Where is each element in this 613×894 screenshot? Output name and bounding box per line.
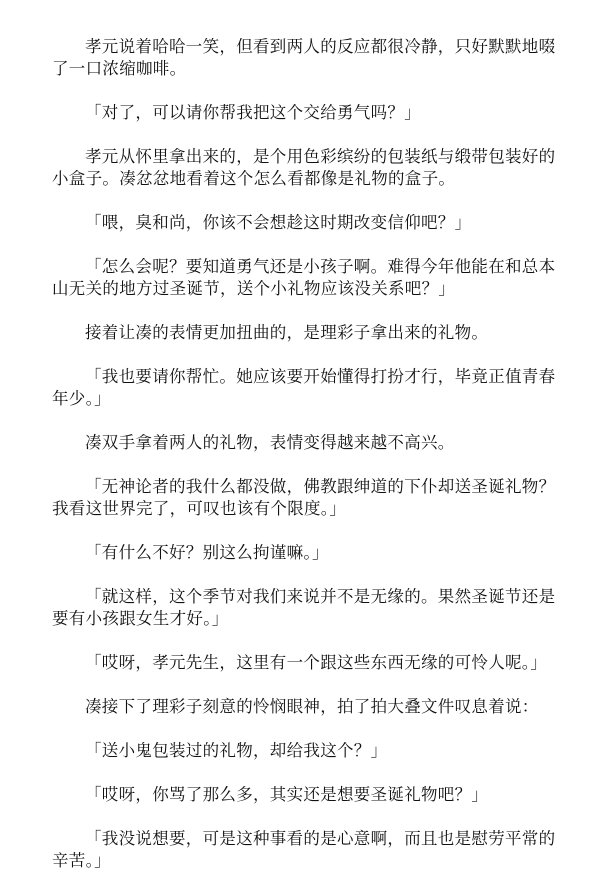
paragraph: 「哎呀，你骂了那么多，其实还是想要圣诞礼物吧？」 [85, 785, 489, 804]
paragraph: 孝元从怀里拿出来的，是个用色彩缤纷的包装纸与缎带包装好的小盒子。凑忿忿地看着这个怎么看都像是礼物的盒子。 [52, 147, 556, 188]
paragraph: 「无神论者的我什么都没做，佛教跟绅道的下仆却送圣诞礼物？我看这世界完了，可叹也该有个限度。」 [52, 477, 556, 518]
paragraph: 凑双手拿着两人的礼物，表情变得越来越不高兴。 [85, 433, 455, 452]
paragraph: 「喂，臭和尚，你该不会想趁这时期改变信仰吧？」 [85, 213, 472, 232]
paragraph: 「就这样，这个季节对我们来说并不是无缘的。果然圣诞节还是要有小孩跟女生才好。」 [52, 587, 556, 628]
novel-page [52, 36, 562, 894]
paragraph: 接着让凑的表情更加扭曲的，是理彩子拿出来的礼物。 [85, 323, 489, 342]
paragraph: 凑接下了理彩子刻意的怜悯眼神，拍了拍大叠文件叹息着说： [85, 697, 539, 716]
paragraph: 「送小鬼包装过的礼物，却给我这个？」 [85, 741, 388, 760]
paragraph: 「我也要请你帮忙。她应该要开始懂得打扮才行，毕竟正值青春年少。」 [52, 367, 556, 408]
paragraph: 孝元说着哈哈一笑，但看到两人的反应都很冷静，只好默默地啜了一口浓缩咖啡。 [52, 37, 556, 78]
paragraph: 「我没说想要，可是这种事看的是心意啊，而且也是慰劳平常的辛苦。」 [52, 829, 556, 870]
paragraph: 「哎呀，孝元先生，这里有一个跟这些东西无缘的可怜人呢。」 [85, 653, 548, 672]
paragraph: 「对了，可以请你帮我把这个交给勇气吗？」 [85, 103, 421, 122]
paragraph: 「怎么会呢？要知道勇气还是小孩子啊。难得今年他能在和总本山无关的地方过圣诞节，送个小礼物应该没关系吧？」 [52, 257, 556, 298]
paragraph: 「有什么不好？别这么拘谨嘛。」 [85, 543, 329, 562]
